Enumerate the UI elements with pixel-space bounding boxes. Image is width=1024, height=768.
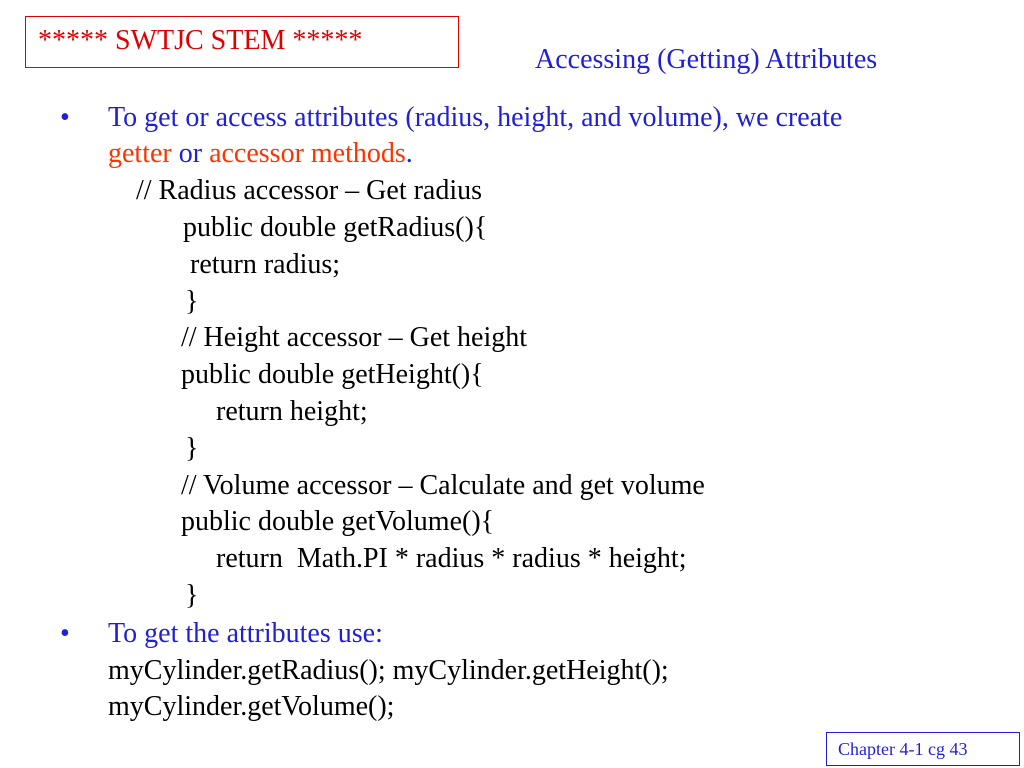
bullet-marker-1: • — [60, 102, 70, 133]
stem-banner: ***** SWTJC STEM ***** — [25, 16, 459, 68]
code-line-3: return radius; — [190, 249, 341, 280]
code-line-1: // Radius accessor – Get radius — [136, 175, 483, 206]
code-line-5: // Height accessor – Get height — [181, 322, 528, 353]
getter-term: getter — [108, 138, 172, 169]
bullet-marker-2: • — [60, 618, 70, 649]
bullet-2-line-2: myCylinder.getRadius(); myCylinder.getHeight(); — [108, 655, 669, 686]
bullet-2-line-3: myCylinder.getVolume(); — [108, 691, 395, 722]
slide-title: Accessing (Getting) Attributes — [535, 44, 878, 75]
accessor-methods-term: accessor methods — [209, 138, 406, 169]
code-line-10: public double getVolume(){ — [181, 506, 495, 537]
bullet-1-line-2 — [108, 140, 413, 168]
or-text: or — [171, 138, 210, 169]
chapter-footer: Chapter 4-1 cg 43 — [826, 732, 1020, 766]
period-text: . — [405, 138, 413, 169]
code-line-12: } — [185, 580, 199, 611]
code-line-2: public double getRadius(){ — [183, 212, 488, 243]
code-line-6: public double getHeight(){ — [181, 359, 484, 390]
bullet-1-line-1: To get or access attributes (radius, height, and volume), we create — [108, 102, 843, 133]
code-line-11: return Math.PI * radius * radius * height; — [216, 543, 687, 574]
code-line-8: } — [185, 433, 199, 464]
bullet-2-line-1: To get the attributes use: — [108, 618, 383, 649]
code-line-9: // Volume accessor – Calculate and get volume — [181, 470, 705, 501]
code-line-7: return height; — [216, 396, 368, 427]
code-line-4: } — [185, 286, 199, 317]
